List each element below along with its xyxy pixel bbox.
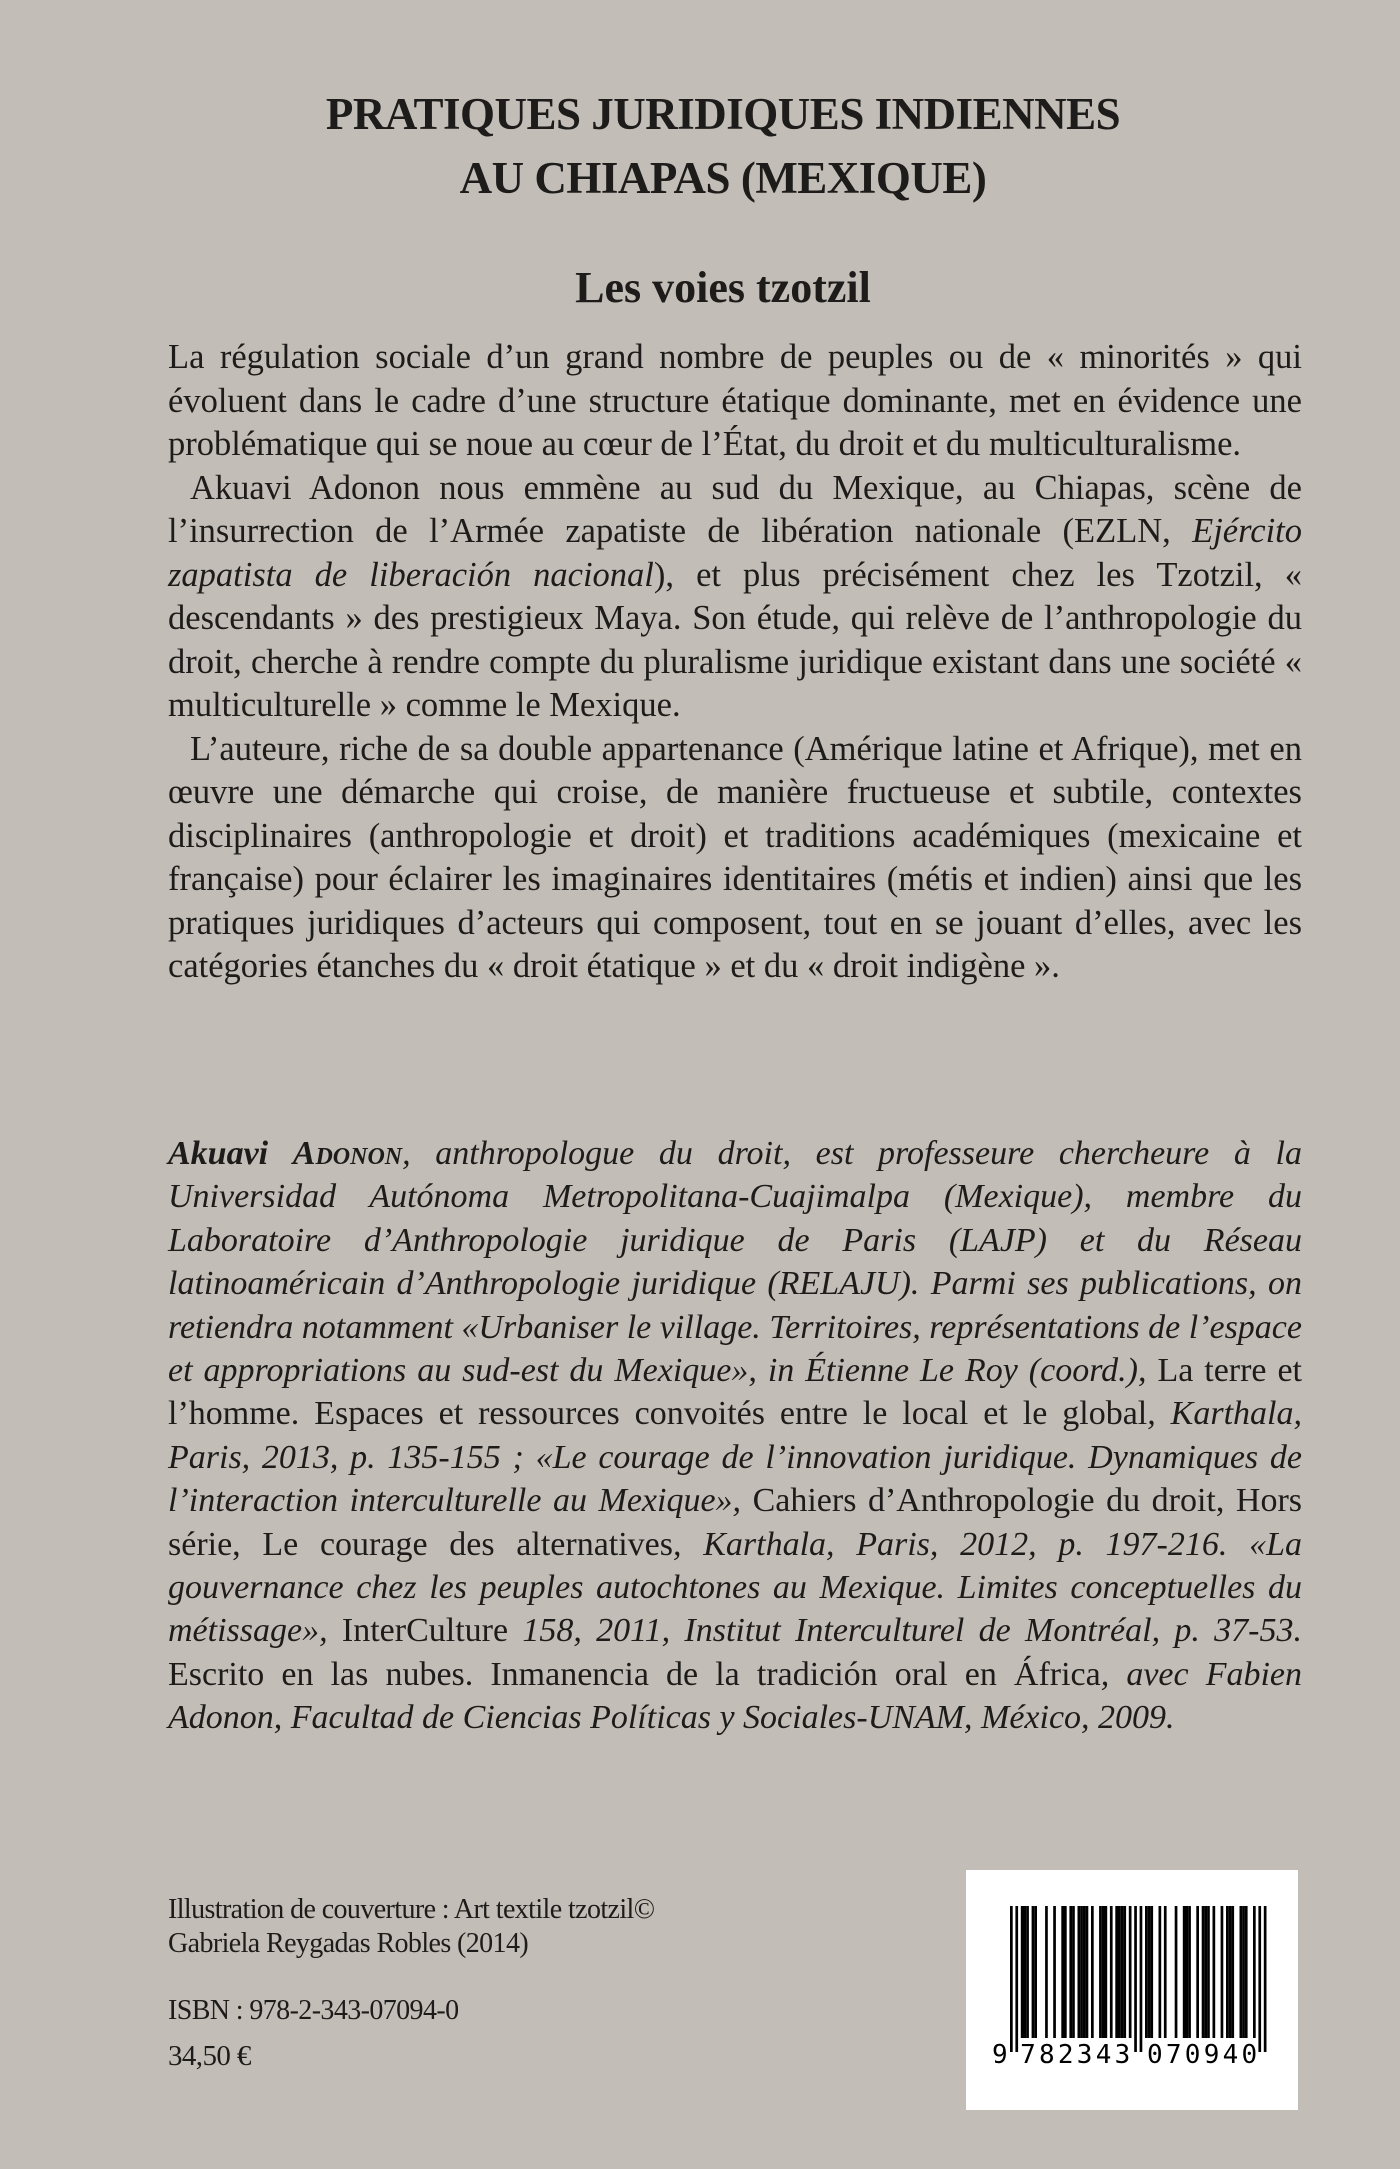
barcode-bar (1188, 1906, 1191, 2038)
barcode-bar (1091, 1906, 1094, 2038)
illustration-credit-line-2: Gabriela Reygadas Robles (2014) (168, 1928, 529, 1959)
barcode-bar (1129, 1906, 1132, 2038)
barcode-bar (1064, 1906, 1067, 2038)
barcode-bar (1053, 1906, 1056, 2038)
barcode-bar (1121, 1906, 1124, 2038)
barcode-bar (1118, 1906, 1121, 2038)
barcode-digit: 9 (1203, 2040, 1220, 2070)
barcode-bar (1021, 1906, 1024, 2038)
barcode-bar (1083, 1906, 1086, 2038)
bio-segment: InterCulture (341, 1612, 509, 1650)
barcode-bar (1242, 1906, 1245, 2038)
barcode-bar (1164, 1906, 1167, 2038)
barcode-bar (1183, 1906, 1186, 2038)
author-name: Adonon (292, 1135, 403, 1172)
barcode-bar (1213, 1906, 1216, 2038)
text-segment: Ejército zapatista de liberación nacional (168, 512, 1302, 594)
barcode-bar (1226, 1906, 1229, 2038)
barcode-bar (1032, 1906, 1035, 2038)
barcode-bar (1102, 1906, 1105, 2038)
barcode-bar (1231, 1906, 1234, 2038)
barcode-bar (1134, 1906, 1137, 2052)
bio-segment: , Karthala, Paris, 2012, p. 197-216. «La gouvernance chez les peuples autochtones au Mexique. Limites conceptuelles du métissage», (168, 1525, 1302, 1650)
barcode-digit: 3 (1076, 2040, 1093, 2070)
barcode-digit: 0 (1147, 2040, 1163, 2070)
barcode-bar (1196, 1906, 1199, 2038)
blurb-paragraph (168, 728, 1302, 989)
text-segment: La régulation sociale d’un grand nombre de peuples ou de « minorités » qui évoluent dans le cadre d’une structure étatique dominante, met en évidence une problématique qui se noue au cœur de l’État, du droit et du multiculturalisme. (168, 338, 1302, 463)
barcode-bar (1175, 1906, 1178, 2038)
barcode-bar (1145, 1906, 1148, 2038)
barcode-digit: 3 (1114, 2040, 1131, 2070)
barcode-bar (1061, 1906, 1064, 2038)
barcode-bar (1110, 1906, 1113, 2038)
barcode-bar (1245, 1906, 1248, 2038)
barcode-digit: 4 (1222, 2040, 1239, 2070)
barcode-digit: 8 (1039, 2040, 1055, 2070)
barcode-bar (1099, 1906, 1102, 2038)
barcode-digit: 9 (992, 2040, 1008, 2070)
barcode-digit: 2 (1057, 2040, 1074, 2070)
blurb-paragraph (168, 467, 1302, 728)
text-segment: Akuavi Adonon nous emmène au sud du Mexique, au Chiapas, scène de l’insurrection de l’Armée zapatiste de libération nationale (EZLN, (168, 468, 1302, 550)
bio-segment: La terre et l’homme. Espaces et ressources convoités entre le local et le global (168, 1352, 1302, 1433)
barcode-bar (1221, 1906, 1224, 2038)
barcode-bar (1264, 1906, 1267, 2052)
bio-segment: 158, 2011, Institut Interculturel de Montréal, p. 37-53. (508, 1612, 1302, 1650)
book-title-line-2: AU CHIAPAS (MEXIQUE) (459, 153, 987, 203)
barcode-bar (1229, 1906, 1232, 2038)
barcode-bar (1253, 1906, 1256, 2038)
barcode-digit: 7 (1165, 2040, 1182, 2070)
barcode-bar (1115, 1906, 1118, 2038)
barcode-bar (1150, 1906, 1153, 2038)
bio-segment: Escrito en las nubes. Inmanencia de la tradición oral en África (168, 1655, 1101, 1693)
illustration-credit-line-1: Illustration de couverture : Art textile tzotzil© (168, 1894, 655, 1925)
blurb-paragraph (168, 336, 1302, 467)
barcode-bar (1010, 1906, 1013, 2052)
text-segment: ), et plus précisément chez les Tzotzil, « descendants » des prestigieux Maya. Son étude, qui relève de l’anthropologie du droit, cherche à rendre compte du pluralisme juridique existant dans une société « multiculturelle » comme le Mexique. (168, 555, 1302, 724)
isbn: ISBN : 978-2-343-07094-0 (168, 1995, 459, 2026)
bio-segment: Cahiers d’Anthropologie du droit, Hors série, Le courage des alternatives (168, 1482, 1302, 1563)
book-subtitle: Les voies tzotzil (575, 263, 871, 312)
book-title-line-1: PRATIQUES JURIDIQUES INDIENNES (325, 89, 1121, 139)
barcode-bar (1159, 1906, 1162, 2038)
barcode-bar (1072, 1906, 1075, 2038)
barcode-bar (1069, 1906, 1072, 2038)
barcode-bar (1140, 1906, 1143, 2052)
barcode-bar (1207, 1906, 1210, 2038)
barcode-bar (1024, 1906, 1027, 2038)
barcode-bar (1080, 1906, 1083, 2038)
bio-segment: , anthropologue du droit, est professeure chercheure à la Universidad Autónoma Metropolitana-Cuajimalpa (Mexique), membre du Laboratoire d’Anthropologie juridique de Paris (LAJP) et du Réseau latinoaméricain d’Anthropologie juridique (RELAJU). Parmi ses publications, on retiendra notamment «Urbaniser le village. Territoires, représentations de l’espace et appropriations au sud-est du Mexique», in Étienne Le Roy (coord.), (168, 1135, 1303, 1390)
author-name: Akuavi (168, 1135, 293, 1172)
blurb (168, 336, 1302, 989)
barcode-bar (1045, 1906, 1048, 2038)
barcode-bar (1015, 1906, 1018, 2052)
author-bio (168, 1132, 1302, 1740)
barcode-digit: 4 (1095, 2040, 1112, 2070)
bio-segment: , Karthala, Paris, 2013, p. 135-155 ; «Le courage de l’innovation juridique. Dynamiques de l’interaction interculturelle au Mexique», (168, 1395, 1302, 1520)
barcode-bar (1078, 1906, 1081, 2038)
barcode-bar (1204, 1906, 1207, 2038)
bio-segment: , avec Fabien Adonon, Facultad de Ciencias Políticas y Sociales-UNAM, México, 2009. (168, 1655, 1303, 1737)
barcode-bar (1186, 1906, 1189, 2038)
barcode-bar (1123, 1906, 1126, 2038)
barcode-digit: 7 (1020, 2040, 1036, 2070)
barcode-bar (1148, 1906, 1151, 2038)
barcode-digit: 0 (1241, 2040, 1258, 2070)
price: 34,50 € (168, 2040, 251, 2072)
barcode-bar (1086, 1906, 1089, 2038)
barcode-bar (1202, 1906, 1205, 2038)
barcode-bar (1240, 1906, 1243, 2038)
barcode-digit: 0 (1184, 2040, 1201, 2070)
text-segment: L’auteure, riche de sa double appartenance (Amérique latine et Afrique), met en œuvre une démarche qui croise, de manière fructueuse et subtile, contextes disciplinaires (anthropologie et droit) et traditions académiques (mexicaine et française) pour éclairer les imaginaires identitaires (métis et indien) ainsi que les pratiques juridiques d’acteurs qui composent, tout en se jouant d’elles, avec les catégories étanches du « droit étatique » et du « droit indigène ». (168, 729, 1302, 985)
barcode-bar (1034, 1906, 1037, 2038)
barcode-bar (1026, 1906, 1029, 2038)
barcode (966, 1870, 1298, 2110)
barcode-bar (1258, 1906, 1261, 2052)
barcode-bar (1105, 1906, 1108, 2038)
